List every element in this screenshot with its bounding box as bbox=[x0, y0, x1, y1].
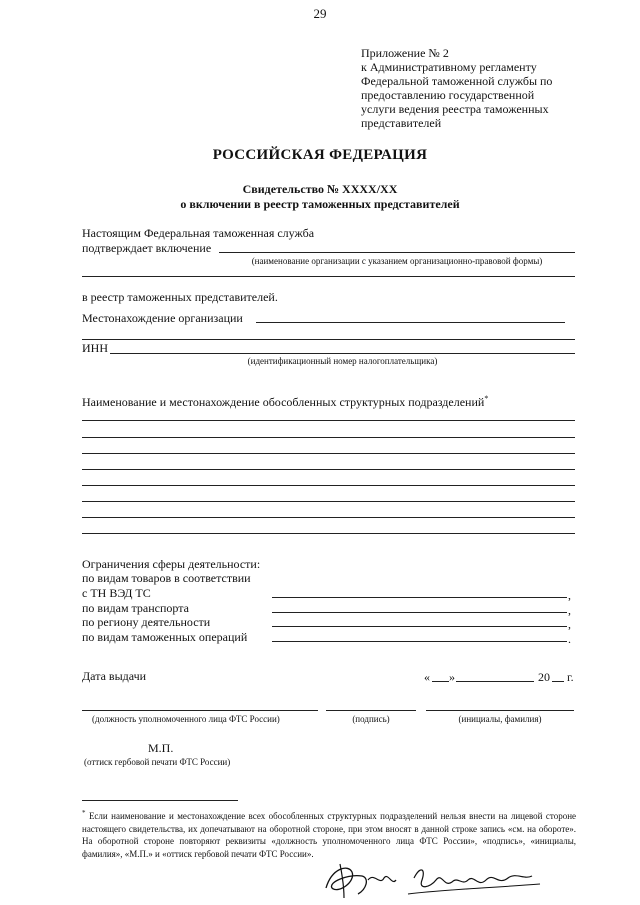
annex-line: Приложение № 2 bbox=[361, 46, 449, 60]
date-close-quote: » bbox=[449, 670, 455, 684]
goods-comma: , bbox=[568, 588, 571, 602]
region-comma: , bbox=[568, 617, 571, 631]
restriction-goods-line-1: по видам товаров в соответствии bbox=[82, 571, 251, 585]
annex-line: к Административному регламенту bbox=[361, 60, 537, 74]
subdivisions-field[interactable] bbox=[82, 420, 575, 421]
annex-line: услуги ведения реестра таможенных bbox=[361, 102, 549, 116]
restrictions-title: Ограничения сферы деятельности: bbox=[82, 557, 261, 571]
restriction-transport: по видам транспорта bbox=[82, 601, 189, 615]
region-field[interactable] bbox=[272, 626, 567, 627]
restriction-goods-line-2: с ТН ВЭД ТС bbox=[82, 586, 151, 600]
subdivisions-label-text: Наименование и местонахождение обособленных структурных подразделений bbox=[82, 395, 485, 409]
transport-field[interactable] bbox=[272, 612, 567, 613]
location-label: Местонахождение организации bbox=[82, 311, 243, 325]
certificate-subtitle: о включении в реестр таможенных представителей bbox=[180, 197, 460, 211]
country-heading: РОССИЙСКАЯ ФЕДЕРАЦИЯ bbox=[212, 147, 428, 163]
subdivisions-label bbox=[82, 392, 488, 409]
signature-hint: (подпись) bbox=[352, 714, 390, 724]
stamp-label: М.П. bbox=[148, 741, 174, 755]
position-hint: (должность уполномоченного лица ФТС России) bbox=[92, 714, 280, 724]
stamp-hint: (оттиск гербовой печати ФТС России) bbox=[84, 757, 231, 767]
inn-label: ИНН bbox=[82, 341, 108, 355]
customs-ops-dot: . bbox=[568, 632, 571, 646]
transport-comma: , bbox=[568, 603, 571, 617]
issue-date-label: Дата выдачи bbox=[82, 669, 147, 683]
intro-line-2: подтверждает включение bbox=[82, 241, 212, 255]
annex-line: представителей bbox=[361, 116, 442, 130]
subdivisions-field[interactable] bbox=[82, 533, 575, 534]
subdivisions-field[interactable] bbox=[82, 501, 575, 502]
name-hint: (инициалы, фамилия) bbox=[458, 714, 542, 724]
subdivisions-field[interactable] bbox=[82, 453, 575, 454]
signature-field[interactable] bbox=[326, 710, 416, 711]
footnote-divider bbox=[82, 800, 238, 801]
subdivisions-field[interactable] bbox=[82, 485, 575, 486]
inn-field[interactable] bbox=[110, 353, 575, 354]
certificate-heading bbox=[0, 182, 640, 212]
date-month-field[interactable] bbox=[456, 681, 534, 682]
footnote-marker: * bbox=[484, 394, 489, 403]
date-year-suffix: г. bbox=[567, 670, 574, 684]
footnote-mark: * bbox=[82, 809, 86, 817]
name-field[interactable] bbox=[426, 710, 574, 711]
annex-line: предоставлению государственной bbox=[361, 88, 535, 102]
annex-block bbox=[361, 46, 601, 130]
position-field[interactable] bbox=[82, 710, 318, 711]
annex-line: Федеральной таможенной службы по bbox=[361, 74, 553, 88]
location-field[interactable] bbox=[256, 322, 565, 323]
goods-field[interactable] bbox=[272, 597, 567, 598]
org-name-hint: (наименование организации с указанием организационно-правовой формы) bbox=[251, 256, 543, 266]
customs-ops-field[interactable] bbox=[272, 641, 567, 642]
date-year-field[interactable] bbox=[552, 681, 564, 682]
subdivisions-field[interactable] bbox=[82, 517, 575, 518]
date-year-prefix: 20 bbox=[538, 670, 550, 684]
footnote bbox=[82, 807, 576, 860]
org-name-field-continued[interactable] bbox=[82, 276, 575, 277]
page-number: 29 bbox=[313, 6, 327, 21]
restriction-region: по региону деятельности bbox=[82, 615, 211, 629]
date-open-quote: « bbox=[424, 670, 430, 684]
certificate-title: Свидетельство № XXXX/XX bbox=[242, 182, 398, 196]
subdivisions-field[interactable] bbox=[82, 437, 575, 438]
inn-hint: (идентификационный номер налогоплательщика) bbox=[247, 356, 438, 366]
intro-line-1: Настоящим Федеральная таможенная служба bbox=[82, 226, 315, 240]
org-name-field[interactable] bbox=[219, 252, 575, 253]
subdivisions-field[interactable] bbox=[82, 469, 575, 470]
date-day-field[interactable] bbox=[432, 681, 449, 682]
handwritten-signature bbox=[318, 858, 548, 900]
registry-text: в реестр таможенных представителей. bbox=[82, 290, 278, 304]
location-field-continued[interactable] bbox=[82, 339, 575, 340]
restriction-customs-ops: по видам таможенных операций bbox=[82, 630, 248, 644]
footnote-text: Если наименование и местонахождение всех обособленных структурных подразделений нельзя внести на лицевой стороне настоящего свидетельства, их допечатывают на оборотной стороне, при этом вносят в данной строке запись «см. на обороте». На оборотной стороне повторяют реквизиты «должность уполномоченного лица ФТС России», «подпись», «инициалы, фамилия», «М.П.» и «оттиск гербовой печати ФТС России». bbox=[82, 811, 577, 859]
